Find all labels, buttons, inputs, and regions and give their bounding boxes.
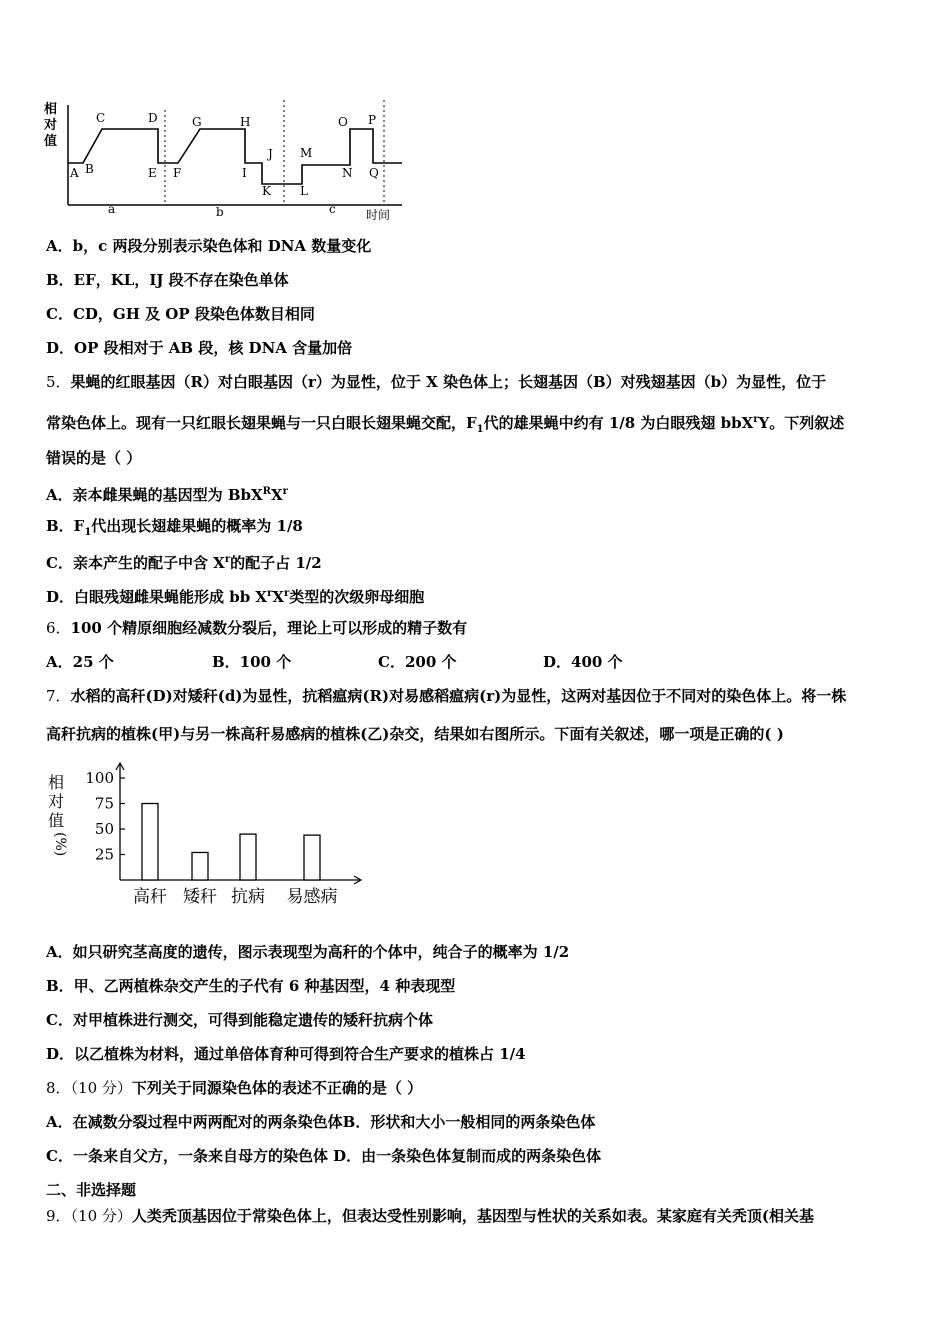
- q7-stem-line1: 7．水稻的高秆(D)对矮秆(d)为显性，抗稻瘟病(R)对易感稻瘟病(r)为显性，这两对基因位于不同对的染色体上。将一株: [46, 687, 847, 705]
- q4-option-a: A．b，c 两段分别表示染色体和 DNA 数量变化: [46, 237, 372, 255]
- bar-2: [192, 852, 208, 880]
- fig1-point-L: L: [300, 184, 308, 198]
- q5-option-c: C．亲本产生的配子中含 $X^r$的配子占 1/2: [46, 554, 322, 572]
- q6-stem: 6．100 个精原细胞经减数分裂后，理论上可以形成的精子数有: [46, 619, 468, 637]
- q8-options-line2: C．一条来自父方，一条来自母方的染色体 D．由一条染色体复制而成的两条染色体: [46, 1147, 602, 1165]
- fig1-ylabel-2: 对: [44, 118, 58, 133]
- q4-option-b: B．EF，KL，IJ 段不存在染色单体: [46, 271, 289, 289]
- q7-option-b: B．甲、乙两植株杂交产生的子代有 6 种基因型，4 种表现型: [46, 977, 456, 995]
- fig1-ylabel-1: 相: [44, 102, 58, 117]
- q9-stem: 9．（10 分）人类秃顶基因位于常染色体上，但表达受性别影响，基因型与性状的关系如表。某家庭有关秃顶(相关基: [46, 1207, 815, 1225]
- bar-category-label: 矮秆: [183, 887, 217, 907]
- q6-option-d: D．400 个: [543, 653, 623, 671]
- fig1-point-C: C: [96, 111, 106, 125]
- bar-ylabel-1: 相: [48, 773, 65, 792]
- fig1-segment-b: b: [216, 205, 224, 219]
- bar-ylabel-unit: (%): [52, 832, 68, 857]
- q5-option-d: D．白眼残翅雌果蝇能形成 bb $X^rX^r$类型的次级卵母细胞: [46, 588, 425, 606]
- bar-1: [142, 804, 158, 881]
- fig1-point-A: A: [70, 166, 79, 180]
- q8-options-line1: A．在减数分裂过程中两两配对的两条染色体B．形状和大小一般相同的两条染色体: [46, 1113, 596, 1131]
- bar-y-tick-label: 100: [85, 769, 114, 787]
- q7-option-c: C．对甲植株进行测交，可得到能稳定遗传的矮秆抗病个体: [46, 1011, 433, 1029]
- bar-4: [304, 835, 320, 880]
- q6-option-b: B．100 个: [212, 653, 292, 671]
- q5-stem-line2: 常染色体上。现有一只红眼长翅果蝇与一只白眼长翅果蝇交配，$F_1$代的雄果蝇中约有 1/8 为白眼残翅 bbX$^r$Y。下列叙述: [46, 414, 845, 435]
- fig1-point-M: M: [300, 146, 313, 160]
- bar-3: [240, 834, 256, 880]
- bar-category-label: 高秆: [133, 887, 167, 907]
- fig1-point-E: E: [148, 166, 157, 180]
- bar-ylabel-3: 值: [48, 811, 65, 830]
- fig1-chart: [40, 95, 410, 225]
- bar-category-label: 抗病: [231, 887, 265, 907]
- fig1-point-I: I: [242, 166, 247, 180]
- bar-y-tick-label: 75: [94, 794, 114, 813]
- fig1-point-P: P: [368, 113, 377, 127]
- bar-y-tick-label: 50: [94, 820, 114, 838]
- fig1-point-N: N: [342, 166, 353, 180]
- q7-option-a: A．如只研究茎高度的遗传，图示表现型为高秆的个体中，纯合子的概率为 1/2: [46, 943, 570, 961]
- q5-stem-line1: 5．果蝇的红眼基因（R）对白眼基因（r）为显性，位于 X 染色体上；长翅基因（B）对残翅基因（b）为显性，位于: [46, 373, 827, 391]
- q5-option-a: A．亲本雌果蝇的基因型为 $BbX^RX^r$: [46, 486, 288, 504]
- fig1-point-B: B: [85, 162, 94, 176]
- section-heading: 二、非选择题: [46, 1181, 137, 1199]
- q6-option-c: C．200 个: [378, 653, 457, 671]
- q4-option-c: C．CD，GH 及 OP 段染色体数目相同: [46, 305, 315, 323]
- q5-option-b: B．$F_1$代出现长翅雄果蝇的概率为 1/8: [46, 517, 303, 538]
- fig1-xlabel: 时间: [366, 208, 391, 222]
- fig1-ylabel-3: 值: [44, 134, 58, 149]
- q7-option-d: D．以乙植株为材料，通过单倍体育种可得到符合生产要求的植株占 1/4: [46, 1045, 526, 1063]
- q5-stem-line3: 错误的是（ ）: [46, 449, 142, 467]
- fig1-segment-a: a: [108, 202, 116, 216]
- fig1-point-Q: Q: [369, 166, 379, 180]
- fig1-point-H: H: [240, 115, 251, 129]
- fig1-point-O: O: [338, 115, 348, 129]
- q4-option-d: D．OP 段相对于 AB 段，核 DNA 含量加倍: [46, 339, 353, 357]
- fig1-point-D: D: [148, 111, 158, 125]
- bar-y-tick-label: 25: [94, 845, 114, 864]
- q8-stem: 8．（10 分）下列关于同源染色体的表述不正确的是（ ）: [46, 1079, 423, 1097]
- fig1-point-K: K: [262, 184, 271, 198]
- fig1-segment-c: c: [329, 202, 336, 216]
- fig1-point-J: J: [268, 147, 273, 161]
- bar-category-label: 易感病: [286, 887, 338, 907]
- fig1-point-F: F: [173, 166, 182, 180]
- bar-ylabel-2: 对: [48, 792, 65, 811]
- q7-bar-chart: [44, 760, 374, 915]
- q7-stem-line2: 高秆抗病的植株(甲)与另一株高秆易感病的植株(乙)杂交，结果如右图所示。下面有关叙述，哪一项是正确的( ): [46, 725, 784, 743]
- fig1-point-G: G: [192, 115, 202, 129]
- q6-option-a: A．25 个: [46, 653, 114, 671]
